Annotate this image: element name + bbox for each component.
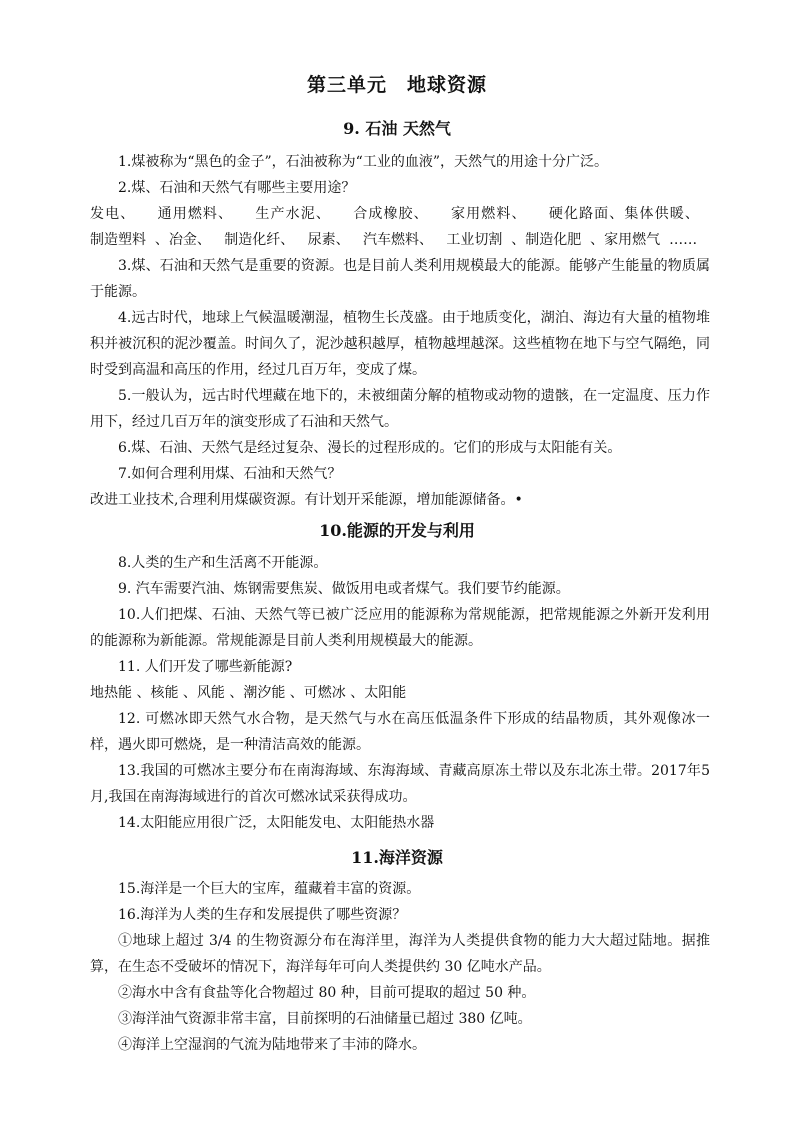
paragraph: 14.太阳能应用很广泛，太阳能发电、太阳能热水器 (118, 815, 435, 831)
paragraph: 10.人们把煤、石油、天然气等已被广泛应用的能源称为常规能源，把常规能源之外新开发利用的能源称为新能源。常规能源是目前人类利用规模最大的能源。 (90, 607, 710, 649)
use-item: 生产水泥、 (255, 206, 331, 222)
use-item: 制造塑料 (90, 232, 146, 248)
section-9-body (90, 149, 710, 513)
paragraph: 16.海洋为人类的生存和发展提供了哪些资源？ (118, 907, 407, 923)
paragraph: 4.远古时代，地球上气候温暖潮湿，植物生长茂盛。由于地质变化，湖泊、海边有大量的植物堆积并被沉积的泥沙覆盖。时间久了，泥沙越积越厚，植物越埋越深。这些植物在地下与空气隔绝，同时受到高温和高压的作用，经过几百万年，变成了煤。 (90, 310, 710, 378)
paragraph: 15.海洋是一个巨大的宝库，蕴藏着丰富的资源。 (118, 881, 421, 897)
paragraph: 6.煤、石油、天然气是经过复杂、漫长的过程形成的。它们的形成与太阳能有关。 (118, 440, 622, 456)
paragraph: 7.如何合理利用煤、石油和天然气？ (118, 466, 342, 482)
use-item: 、制造化肥 (511, 232, 582, 248)
unit-title: 第三单元 地球资源 (306, 74, 487, 96)
paragraph: 改进工业技术,合理利用煤碳资源。有计划开采能源，增加能源储备。• (90, 492, 523, 508)
paragraph: 3.煤、石油和天然气是重要的资源。也是目前人类利用规模最大的能源。能够产生能量的物质属于能源。 (90, 258, 710, 300)
paragraph: 1.煤被称为“黑色的金子”，石油被称为“工业的血液”，天然气的用途十分广泛。 (118, 154, 608, 170)
use-item: 发电、 (90, 206, 136, 222)
paragraph: ①地球上超过 3/4 的生物资源分布在海洋里，海洋为人类提供食物的能力大大超过陆地。据推算，在生态不受破坏的情况下，海洋每年可向人类提供约 30 亿吨水产品。 (90, 933, 710, 975)
use-item: 制造化纤、 (224, 232, 295, 248)
section-11-body (90, 876, 710, 1058)
use-item: 集体供暖、 (624, 206, 700, 222)
paragraph: 13.我国的可燃冰主要分布在南海海域、东海海域、青藏高原冻土带以及东北冻土带。2017年5月,我国在南海海域进行的首次可燃冰试采获得成功。 (90, 763, 710, 805)
use-item: 、冶金、 (154, 232, 211, 248)
use-item: 家用燃料、 (451, 206, 527, 222)
paragraph: 9. 汽车需要汽油、炼钢需要焦炭、做饭用电或者煤气。我们要节约能源。 (118, 581, 570, 597)
use-item: 汽车燃料、 (362, 232, 433, 248)
use-item: 合成橡胶、 (353, 206, 429, 222)
use-item: 工业切割 (446, 232, 503, 248)
uses-list (90, 201, 710, 253)
use-item: 硬化路面、 (548, 206, 625, 222)
use-item: 通用燃料、 (157, 206, 234, 222)
paragraph: ③海洋油气资源非常丰富，目前探明的石油储量已超过 380 亿吨。 (118, 1011, 532, 1027)
section-title-9: 9. 石油 天然气 (343, 119, 451, 138)
paragraph: 11. 人们开发了哪些新能源? (118, 659, 293, 675)
paragraph: ④海洋上空湿润的气流为陆地带来了丰沛的降水。 (118, 1037, 426, 1053)
paragraph: ②海水中含有食盐等化合物超过 80 种，目前可提取的超过 50 种。 (118, 985, 536, 1001)
paragraph: 地热能 、核能 、风能 、潮汐能 、可燃冰 、太阳能 (90, 685, 407, 701)
paragraph: 2.煤、石油和天然气有哪些主要用途？ (118, 180, 356, 196)
section-10-body (90, 550, 710, 836)
paragraph: 5.一般认为，远古时代埋藏在地下的，未被细菌分解的植物或动物的遗骸，在一定温度、压力作用下，经过几百万年的演变形成了石油和天然气。 (90, 388, 710, 430)
use-item: 、家用燃气 (590, 232, 661, 248)
use-item: …… (669, 232, 698, 248)
use-item: 尿素、 (307, 232, 350, 248)
paragraph: 8.人类的生产和生活离不开能源。 (118, 555, 328, 571)
section-title-11: 11.海洋资源 (351, 848, 443, 867)
paragraph: 12. 可燃冰即天然气水合物，是天然气与水在高压低温条件下形成的结晶物质，其外观像冰一样，遇火即可燃烧，是一种清洁高效的能源。 (90, 711, 710, 753)
section-title-10: 10.能源的开发与利用 (319, 521, 475, 540)
